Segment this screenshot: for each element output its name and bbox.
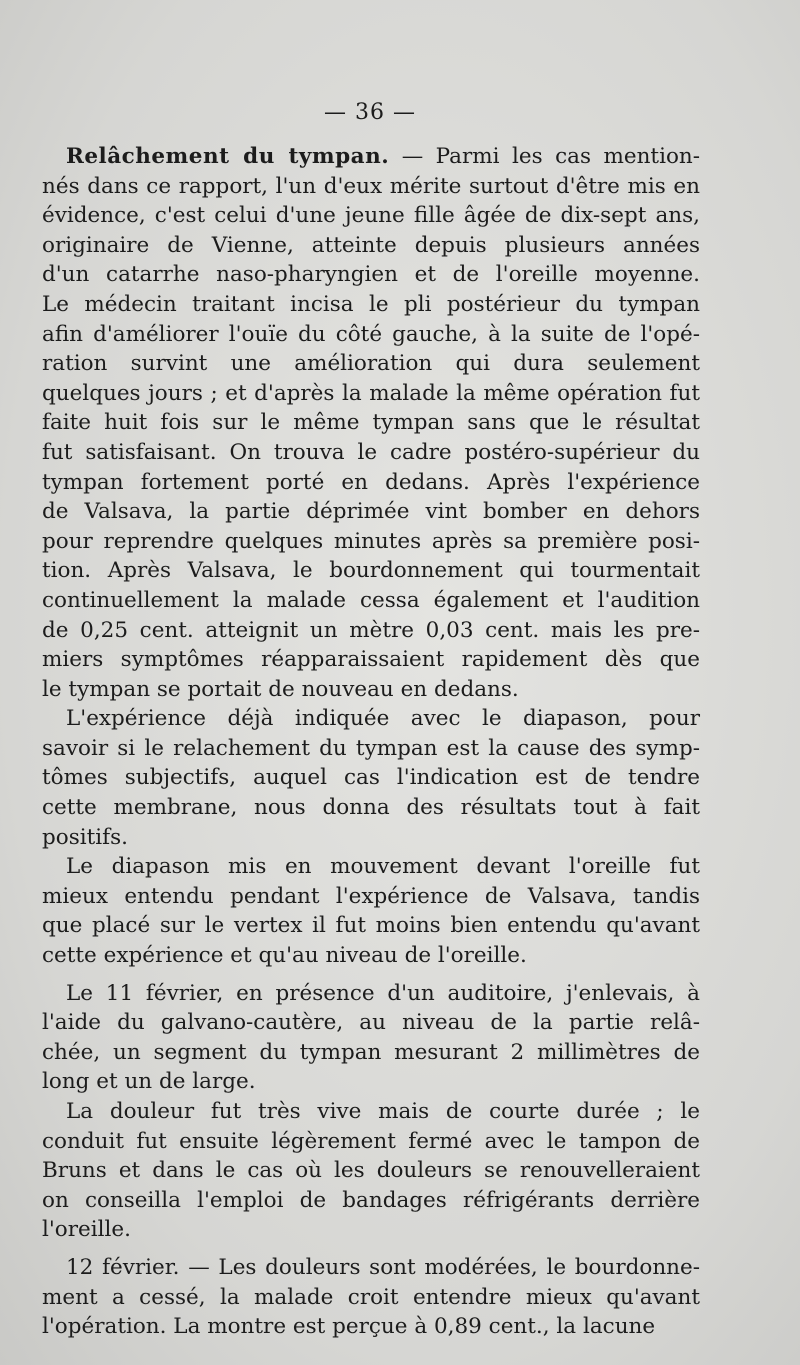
text-line: Le médecin traitant incisa le pli postérieur du tympan: [42, 291, 700, 317]
paragraph: [42, 704, 700, 852]
text-line: ment a cessé, la malade croit entendre mieux qu'avant: [42, 1284, 700, 1310]
text-line: Le diapason mis en mouvement devant l'oreille fut: [66, 854, 700, 880]
text-line: l'aide du galvano-cautère, au niveau de la partie relâ-: [42, 1010, 700, 1036]
paragraph-gap: [42, 971, 700, 979]
text-line: de 0,25 cent. atteignit un mètre 0,03 cent. mais les pre-: [42, 617, 700, 643]
paragraph-gap: [42, 1245, 700, 1253]
text-line: tion. Après Valsava, le bourdonnement qui tourmentait: [42, 558, 700, 584]
text-line: La douleur fut très vive mais de courte durée ; le: [66, 1099, 700, 1124]
text-line: afin d'améliorer l'ouïe du côté gauche, à la suite de l'opé-: [42, 321, 700, 347]
text-line: Relâchement du tympan. — Parmi les cas mention-: [66, 144, 700, 169]
text-line: quelques jours ; et d'après la malade la même opération fut: [42, 380, 700, 406]
text-line: positifs.: [42, 824, 128, 850]
text-line: ration survint une amélioration qui dura seulement: [42, 351, 700, 377]
text-line: conduit fut ensuite légèrement fermé avec le tampon de: [42, 1128, 700, 1154]
paragraph: [42, 142, 700, 704]
text-line: 12 février. — Les douleurs sont modérées, le bourdonne-: [66, 1254, 700, 1280]
text-line: que placé sur le vertex il fut moins bien entendu qu'avant: [42, 913, 700, 939]
text-line: Bruns et dans le cas où les douleurs se renouvelleraient: [42, 1158, 700, 1184]
text-line: faite huit fois sur le même tympan sans que le résultat: [42, 410, 700, 436]
text-line: évidence, c'est celui d'une jeune fille âgée de dix-sept ans,: [42, 203, 700, 229]
text-line: l'opération. La montre est perçue à 0,89 cent., la lacune: [42, 1314, 656, 1340]
text-line: le tympan se portait de nouveau en dedans.: [42, 676, 519, 702]
text-line: fut satisfaisant. On trouva le cadre postéro-supérieur du: [42, 439, 700, 465]
paragraph: [42, 852, 700, 970]
text-line: long et un de large.: [42, 1069, 256, 1095]
text-line: tômes subjectifs, auquel cas l'indication est de tendre: [42, 765, 700, 791]
text-line: nés dans ce rapport, l'un d'eux mérite surtout d'être mis en: [42, 173, 700, 199]
paragraph: [42, 1097, 700, 1245]
body-text: [42, 142, 700, 1342]
page-number: — 36 —: [324, 100, 416, 125]
paragraph: [42, 979, 700, 1097]
text-line: Le 11 février, en présence d'un auditoire, j'enlevais, à: [66, 980, 700, 1006]
text-line: l'oreille.: [42, 1217, 131, 1243]
text-line: originaire de Vienne, atteinte depuis plusieurs années: [42, 232, 700, 258]
text-line: cette expérience et qu'au niveau de l'oreille.: [42, 943, 527, 969]
text-line: miers symptômes réapparaissaient rapidement dès que: [42, 647, 700, 673]
text-line: on conseilla l'emploi de bandages réfrigérants derrière: [42, 1187, 700, 1213]
text-line: tympan fortement porté en dedans. Après l'expérience: [42, 469, 700, 495]
text-line: L'expérience déjà indiquée avec le diapason, pour: [66, 706, 700, 732]
section-heading: Relâchement du tympan.: [66, 144, 390, 169]
text-line: continuellement la malade cessa également et l'audition: [42, 587, 700, 613]
text-line: de Valsava, la partie déprimée vint bomber en dehors: [42, 499, 700, 525]
text-line: d'un catarrhe naso-pharyngien et de l'oreille moyenne.: [42, 262, 700, 288]
text-line: mieux entendu pendant l'expérience de Valsava, tandis: [42, 883, 700, 909]
text-line: chée, un segment du tympan mesurant 2 millimètres de: [42, 1039, 700, 1065]
text-line: savoir si le relachement du tympan est la cause des symp-: [42, 735, 700, 761]
paragraph: [42, 1253, 700, 1342]
text-line: pour reprendre quelques minutes après sa première posi-: [42, 528, 700, 554]
text-line: cette membrane, nous donna des résultats tout à fait: [42, 795, 700, 821]
